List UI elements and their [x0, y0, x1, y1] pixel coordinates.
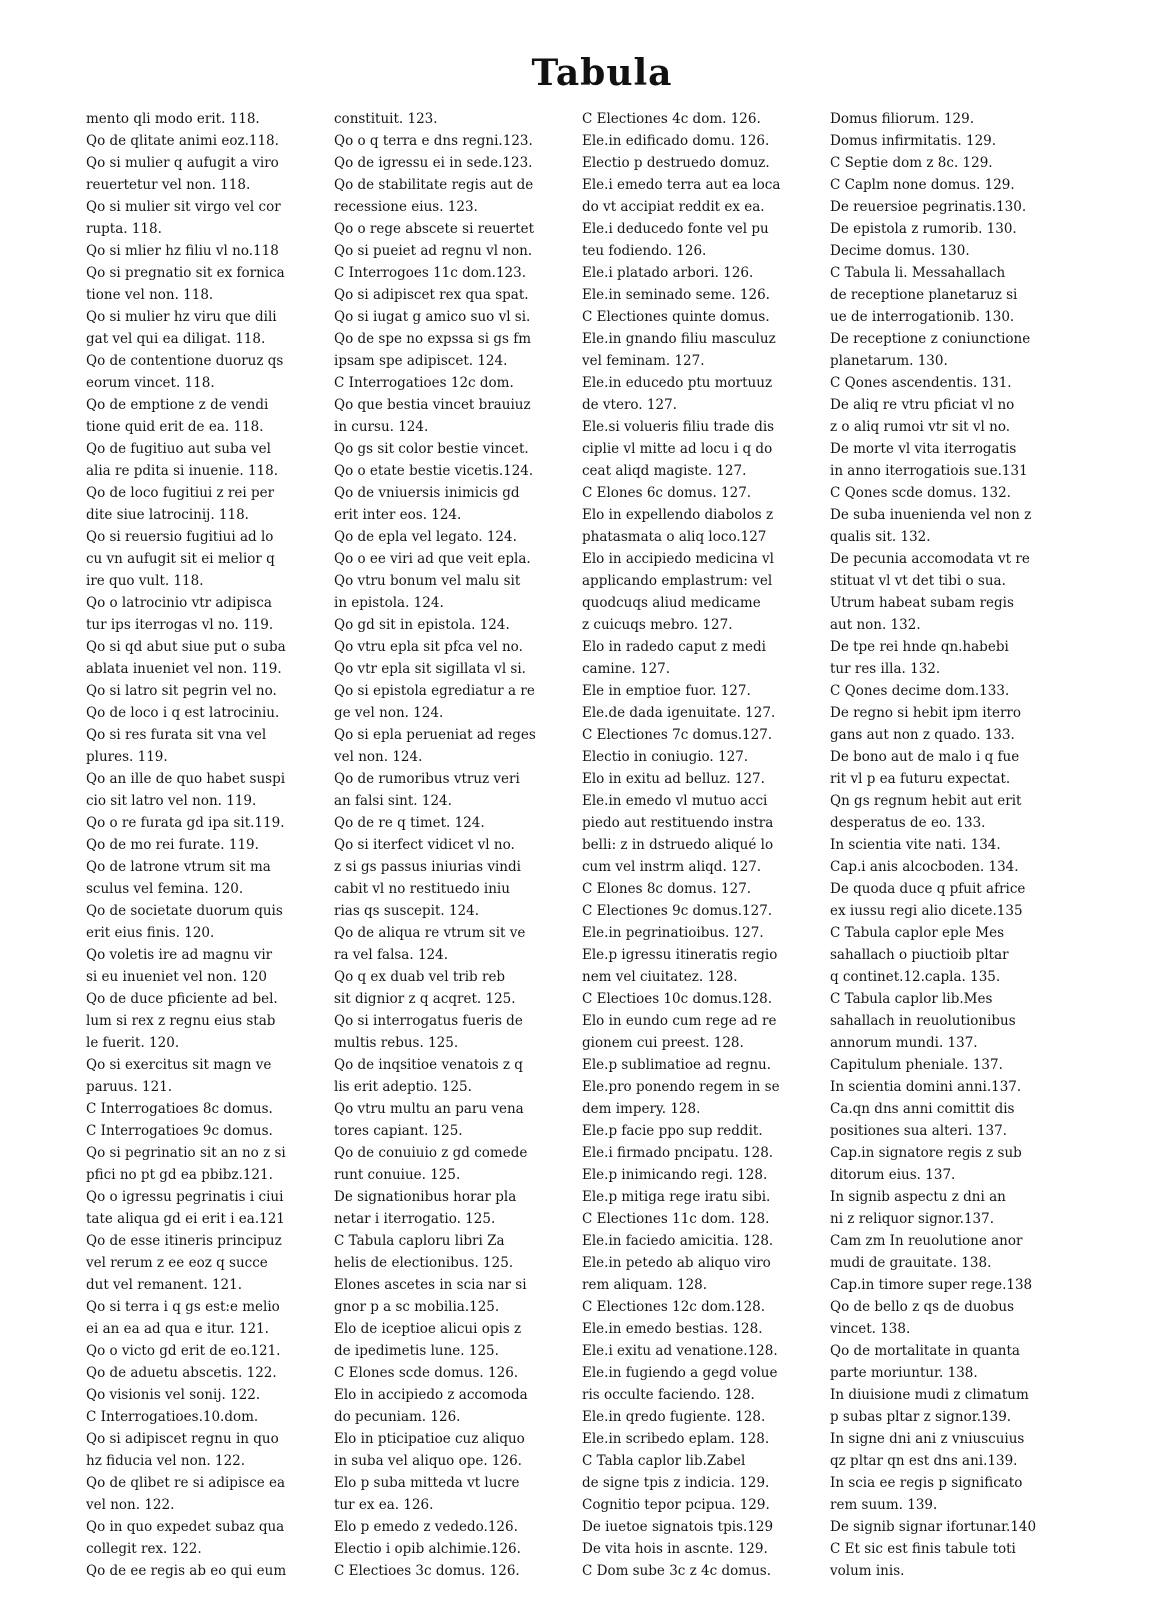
index-entry-line: in anno iterrogatiois sue.131 [830, 463, 1028, 479]
index-entry-line: Ele.in fugiendo a gegd volue [582, 1365, 778, 1381]
index-entry-line: eorum vincet. 118. [86, 375, 215, 391]
index-entry-line: cu vn aufugit sit ei melior q [86, 551, 275, 567]
index-entry-line: C Electiones 7c domus.127. [582, 727, 773, 743]
index-entry-line: in suba vel aliquo ope. 126. [334, 1453, 522, 1469]
index-entry-line: Qo si exercitus sit magn ve [86, 1057, 272, 1073]
index-column-4 [830, 108, 1080, 1578]
index-entry-line: Utrum habeat subam regis [830, 595, 1014, 611]
index-entry-line: C Qones scde domus. 132. [830, 485, 1011, 501]
index-entry-line: Elo p suba mitteda vt lucre [334, 1475, 520, 1491]
index-entry-line: Qo que bestia vincet brauiuz [334, 397, 531, 413]
index-entry-line: hz fiducia vel non. 122. [86, 1453, 246, 1469]
index-entry-line: Ele.in gnando filiu masculuz [582, 331, 776, 347]
index-entry-line: C Et sic est finis tabule toti [830, 1541, 1016, 1557]
index-entry-line: ris occulte faciendo. 128. [582, 1387, 755, 1403]
index-entry-line: alia re pdita si inuenie. 118. [86, 463, 278, 479]
index-entry-line: rem suum. 139. [830, 1497, 938, 1513]
index-columns [86, 108, 1126, 1578]
index-entry-line: Qo o q terra e dns regni.123. [334, 133, 533, 149]
index-entry-line: collegit rex. 122. [86, 1541, 202, 1557]
index-entry-line: teu fodiendo. 126. [582, 243, 707, 259]
index-entry-line: C Interrogatioes 9c domus. [86, 1123, 273, 1139]
index-entry-line: C Elones scde domus. 126. [334, 1365, 519, 1381]
index-entry-line: De morte vl vita iterrogatis [830, 441, 1017, 457]
index-entry-line: positiones sua alteri. 137. [830, 1123, 1007, 1139]
index-entry-line: C Electioes 3c domus. 126. [334, 1563, 520, 1578]
index-entry-line: Qo de inqsitioe venatois z q [334, 1057, 523, 1073]
index-entry-line: C Interrogatioes 12c dom. [334, 375, 514, 391]
index-entry-line: constituit. 123. [334, 111, 438, 127]
index-entry-line: De tpe rei hnde qn.habebi [830, 639, 1009, 655]
index-entry-line: Ele.de dada igenuitate. 127. [582, 705, 776, 721]
index-entry-line: C Interrogoes 11c dom.123. [334, 265, 527, 281]
index-entry-line: Qo de aliqua re vtrum sit ve [334, 925, 526, 941]
index-entry-line: sahallach in reuolutionibus [830, 1013, 1016, 1029]
index-entry-line: Ele in emptioe fuor. 127. [582, 683, 751, 699]
index-entry-line: Qo visionis vel sonij. 122. [86, 1387, 261, 1403]
index-entry-line: C Interrogatioes.10.dom. [86, 1409, 259, 1425]
index-entry-line: ra vel falsa. 124. [334, 947, 448, 963]
index-entry-line: Elo de iceptioe alicui opis z [334, 1321, 522, 1337]
index-entry-line: Elo in radedo caput z medi [582, 639, 766, 655]
index-entry-line: C Elones 8c domus. 127. [582, 881, 752, 897]
index-entry-line: sahallach o piuctioib pltar [830, 947, 1009, 963]
index-entry-line: Qo de aduetu abscetis. 122. [86, 1365, 277, 1381]
index-entry-line: Ele.p inimicando regi. 128. [582, 1167, 768, 1183]
index-entry-line: Decime domus. 130. [830, 243, 970, 259]
index-entry-line: Qo de vniuersis inimicis gd [334, 485, 520, 501]
index-entry-line: C Electiones 12c dom.128. [582, 1299, 766, 1315]
index-entry-line: ge vel non. 124. [334, 705, 444, 721]
index-entry-line: C Electiones 9c domus.127. [582, 903, 773, 919]
index-entry-line: Elo in eundo cum rege ad re [582, 1013, 777, 1029]
index-entry-line: Qo si iugat g amico suo vl si. [334, 309, 531, 325]
index-entry-line: Ele.in seminado seme. 126. [582, 287, 770, 303]
index-entry-line: mento qli modo erit. 118. [86, 111, 260, 127]
index-entry-line: piedo aut restituendo instra [582, 815, 774, 831]
index-entry-line: Qo de ee regis ab eo qui eum [86, 1563, 287, 1578]
index-entry-line: vel rerum z ee eoz q succe [86, 1255, 268, 1271]
index-entry-line: Qo si latro sit pegrin vel no. [86, 683, 277, 699]
index-entry-line: Qo o victo gd erit de eo.121. [86, 1343, 281, 1359]
index-entry-line: gionem cui preest. 128. [582, 1035, 744, 1051]
index-entry-line: belli: z in dstruedo aliqué lo [582, 837, 774, 853]
index-entry-line: Ele.in qredo fugiente. 128. [582, 1409, 766, 1425]
index-entry-line: C Electiones 11c dom. 128. [582, 1211, 770, 1227]
index-entry-line: In diuisione mudi z climatum [830, 1387, 1029, 1403]
index-entry-line: lum si rex z regnu eius stab [86, 1013, 276, 1029]
index-entry-line: Ele.i firmado pncipatu. 128. [582, 1145, 774, 1161]
index-entry-line: C Septie dom z 8c. 129. [830, 155, 993, 171]
index-entry-line: Ele.si volueris filiu trade dis [582, 419, 775, 435]
index-entry-line: reuertetur vel non. 118. [86, 177, 251, 193]
index-entry-line: qz pltar qn est dns ani.139. [830, 1453, 1018, 1469]
index-entry-line: pfici no pt gd ea pbibz.121. [86, 1167, 273, 1183]
index-entry-line: Elo p emedo z vededo.126. [334, 1519, 518, 1535]
index-entry-line: C Qones decime dom.133. [830, 683, 1010, 699]
page-title: Tabula [531, 52, 673, 94]
index-entry-line: Qo si iterfect vidicet vl no. [334, 837, 515, 853]
index-entry-line: Cap.i anis alcocboden. 134. [830, 859, 1019, 875]
index-entry-line: rias qs suscepit. 124. [334, 903, 480, 919]
index-entry-line: Cam zm In reuolutione anor [830, 1233, 1023, 1249]
index-entry-line: Qo si qd abut siue put o suba [86, 639, 286, 655]
index-entry-line: Capitulum pheniale. 137. [830, 1057, 1003, 1073]
index-entry-line: Ele.p mitiga rege iratu sibi. [582, 1189, 771, 1205]
index-entry-line: De bono aut de malo i q fue [830, 749, 1020, 765]
index-entry-line: C Dom sube 3c z 4c domus. [582, 1563, 771, 1578]
index-entry-line: Ele.in pegrinatioibus. 127. [582, 925, 764, 941]
index-entry-line: z o aliq rumoi vtr sit vl no. [830, 419, 1010, 435]
index-entry-line: si eu inueniet vel non. 120 [86, 969, 268, 985]
index-entry-line: planetarum. 130. [830, 353, 948, 369]
index-entry-line: De iuetoe signatois tpis.129 [582, 1519, 774, 1535]
index-entry-line: Ele.i deducedo fonte vel pu [582, 221, 769, 237]
index-entry-line: In scia ee regis p significato [830, 1475, 1023, 1491]
index-entry-line: sculus vel femina. 120. [86, 881, 244, 897]
index-entry-line: Qo de latrone vtrum sit ma [86, 859, 271, 875]
index-entry-line: volum inis. [830, 1563, 905, 1578]
index-entry-line: Domus filiorum. 129. [830, 111, 975, 127]
index-entry-line: recessione eius. 123. [334, 199, 478, 215]
index-entry-line: de receptione planetaruz si [830, 287, 1018, 303]
index-entry-line: Elo in pticipatioe cuz aliquo [334, 1431, 525, 1447]
index-entry-line: paruus. 121. [86, 1079, 173, 1095]
index-entry-line: Ele.p igressu itineratis regio [582, 947, 778, 963]
index-entry-line: C Tabula caploru libri Za [334, 1233, 505, 1249]
index-entry-line: le fuerit. 120. [86, 1035, 180, 1051]
index-entry-line: Ele.in emedo bestias. 128. [582, 1321, 763, 1337]
index-entry-line: Qo vtr epla sit sigillata vl si. [334, 661, 526, 677]
index-entry-line: Cap.in timore super rege.138 [830, 1277, 1033, 1293]
index-entry-line: C Electioes 10c domus.128. [582, 991, 772, 1007]
index-entry-line: runt conuiue. 125. [334, 1167, 461, 1183]
index-entry-line: Ele.i platado arbori. 126. [582, 265, 754, 281]
index-entry-line: z si gs passus iniurias vindi [334, 859, 521, 875]
index-entry-line: an falsi sint. 124. [334, 793, 452, 809]
index-entry-line: z cuicuqs mebro. 127. [582, 617, 733, 633]
index-entry-line: In signib aspectu z dni an [830, 1189, 1006, 1205]
index-entry-line: do pecuniam. 126. [334, 1409, 461, 1425]
index-entry-line: Domus infirmitatis. 129. [830, 133, 997, 149]
index-entry-line: vincet. 138. [830, 1321, 911, 1337]
index-entry-line: Qo si epla perueniat ad reges [334, 727, 536, 743]
index-entry-line: Qo de igressu ei in sede.123. [334, 155, 533, 171]
index-entry-line: In scientia vite nati. 134. [830, 837, 1001, 853]
index-entry-line: tur ips iterrogas vl no. 119. [86, 617, 274, 633]
index-entry-line: Elones ascetes in scia nar si [334, 1277, 527, 1293]
index-entry-line: cio sit latro vel non. 119. [86, 793, 257, 809]
index-entry-line: Qo si mlier hz filiu vl no.118 [86, 243, 279, 259]
index-entry-line: Electio i opib alchimie.126. [334, 1541, 521, 1557]
index-entry-line: Qo si adipiscet regnu in quo [86, 1431, 279, 1447]
index-entry-line: Qo gd sit in epistola. 124. [334, 617, 510, 633]
index-entry-line: sit dignior z q acqret. 125. [334, 991, 516, 1007]
index-entry-line: De suba inuenienda vel non z [830, 507, 1032, 523]
index-entry-line: ex iussu regi alio dicete.135 [830, 903, 1023, 919]
index-entry-line: Qo de duce pficiente ad bel. [86, 991, 278, 1007]
index-entry-line: de vtero. 127. [582, 397, 677, 413]
index-entry-line: Electio p destruedo domuz. [582, 155, 770, 171]
index-entry-line: Cognitio tepor pcipua. 129. [582, 1497, 770, 1513]
index-entry-line: q continet.12.capla. 135. [830, 969, 1001, 985]
index-entry-line: Qo si epistola egrediatur a re [334, 683, 535, 699]
index-entry-line: In signe dni ani z vniuscuius [830, 1431, 1025, 1447]
index-entry-line: Qo si terra i q gs est:e melio [86, 1299, 280, 1315]
index-entry-line: Qo q ex duab vel trib reb [334, 969, 506, 985]
index-entry-line: C Tabula li. Messahallach [830, 265, 1006, 281]
index-entry-line: De pecunia accomodata vt re [830, 551, 1030, 567]
index-entry-line: dem impery. 128. [582, 1101, 701, 1117]
index-entry-line: ipsam spe adipiscet. 124. [334, 353, 508, 369]
index-entry-line: Ele.in scribedo eplam. 128. [582, 1431, 770, 1447]
index-entry-line: Qo o rege abscete si reuertet [334, 221, 535, 237]
index-entry-line: tione vel non. 118. [86, 287, 214, 303]
index-entry-line: Qo si pueiet ad regnu vl non. [334, 243, 533, 259]
index-entry-line: annorum mundi. 137. [830, 1035, 978, 1051]
index-entry-line: nem vel ciuitatez. 128. [582, 969, 738, 985]
index-entry-line: De signationibus horar pla [334, 1189, 517, 1205]
index-entry-line: Elo in accipiedo z accomoda [334, 1387, 528, 1403]
index-entry-line: Qo de loco fugitiui z rei per [86, 485, 275, 501]
index-entry-line: erit inter eos. 124. [334, 507, 462, 523]
index-entry-line: Ele.p sublimatioe ad regnu. [582, 1057, 772, 1073]
index-entry-line: Qo de bello z qs de duobus [830, 1299, 1015, 1315]
index-entry-line: Qo si res furata sit vna vel [86, 727, 267, 743]
index-entry-line: Qo de epla vel legato. 124. [334, 529, 517, 545]
index-entry-line: Qo de qlibet re si adipisce ea [86, 1475, 286, 1491]
index-entry-line: in epistola. 124. [334, 595, 444, 611]
index-entry-line: Qo si interrogatus fueris de [334, 1013, 523, 1029]
index-entry-line: Qo de stabilitate regis aut de [334, 177, 534, 193]
index-entry-line: ditorum eius. 137. [830, 1167, 956, 1183]
index-entry-line: Elo in accipiedo medicina vl [582, 551, 774, 567]
index-entry-line: tate aliqua gd ei erit i ea.121 [86, 1211, 285, 1227]
index-entry-line: C Interrogatioes 8c domus. [86, 1101, 273, 1117]
index-entry-line: dut vel remanent. 121. [86, 1277, 243, 1293]
index-entry-line: p subas pltar z signor.139. [830, 1409, 1012, 1425]
index-entry-line: De aliq re vtru pficiat vl no [830, 397, 1015, 413]
index-entry-line: Qo si mulier hz viru que dili [86, 309, 277, 325]
index-entry-line: Qo an ille de quo habet suspi [86, 771, 286, 787]
index-entry-line: Qo o ee viri ad que veit epla. [334, 551, 531, 567]
index-entry-line: De signib signar ifortunar.140 [830, 1519, 1037, 1535]
index-column-3 [582, 108, 814, 1578]
index-entry-line: aut non. 132. [830, 617, 921, 633]
index-entry-line: phatasmata o aliq loco.127 [582, 529, 767, 545]
index-entry-line: De reuersioe pegrinatis.130. [830, 199, 1027, 215]
index-entry-line: Elo in expellendo diabolos z [582, 507, 774, 523]
index-entry-line: rit vl p ea futuru expectat. [830, 771, 1011, 787]
index-entry-line: gnor p a sc mobilia.125. [334, 1299, 500, 1315]
index-entry-line: Qo de loco i q est latrociniu. [86, 705, 280, 721]
index-entry-line: applicando emplastrum: vel [582, 573, 773, 589]
index-entry-line: Qo si mulier q aufugit a viro [86, 155, 279, 171]
index-entry-line: C Electiones quinte domus. [582, 309, 770, 325]
index-entry-line: Ele.pro ponendo regem in se [582, 1079, 780, 1095]
index-entry-line: Qo de fugitiuo aut suba vel [86, 441, 271, 457]
index-entry-line: De receptione z coniunctione [830, 331, 1031, 347]
index-entry-line: de signe tpis z indicia. 129. [582, 1475, 770, 1491]
index-entry-line: netar i iterrogatio. 125. [334, 1211, 496, 1227]
index-entry-line: Qo si pregnatio sit ex fornica [86, 265, 285, 281]
index-entry-line: Qo vtru epla sit pfca vel no. [334, 639, 523, 655]
index-entry-line: ablata inueniet vel non. 119. [86, 661, 282, 677]
index-entry-line: desperatus de eo. 133. [830, 815, 986, 831]
index-entry-line: de ipedimetis lune. 125. [334, 1343, 499, 1359]
index-entry-line: Elo in exitu ad belluz. 127. [582, 771, 765, 787]
index-entry-line: mudi de grauitate. 138. [830, 1255, 992, 1271]
index-entry-line: C Elones 6c domus. 127. [582, 485, 752, 501]
index-entry-line: Qo o etate bestie vicetis.124. [334, 463, 534, 479]
index-entry-line: C Tabula caplor eple Mes [830, 925, 1005, 941]
index-entry-line: quodcuqs aliud medicame [582, 595, 761, 611]
index-entry-line: vel feminam. 127. [582, 353, 705, 369]
index-entry-line: camine. 127. [582, 661, 671, 677]
index-entry-line: do vt accipiat reddit ex ea. [582, 199, 765, 215]
index-entry-line: Qo de mo rei furate. 119. [86, 837, 259, 853]
index-entry-line: helis de electionibus. 125. [334, 1255, 514, 1271]
index-entry-line: erit eius finis. 120. [86, 925, 215, 941]
index-entry-line: Ele.in faciedo amicitia. 128. [582, 1233, 774, 1249]
index-entry-line: rupta. 118. [86, 221, 162, 237]
index-entry-line: Qo de esse itineris principuz [86, 1233, 282, 1249]
index-entry-line: Qo de re q timet. 124. [334, 815, 485, 831]
index-entry-line: plures. 119. [86, 749, 168, 765]
index-entry-line: ei an ea ad qua e itur. 121. [86, 1321, 269, 1337]
index-entry-line: De epistola z rumorib. 130. [830, 221, 1017, 237]
index-entry-line: Ele.in edificado domu. 126. [582, 133, 770, 149]
index-entry-line: Qo in quo expedet subaz qua [86, 1519, 285, 1535]
index-entry-line: dite siue latrocinij. 118. [86, 507, 249, 523]
index-entry-line: Qo vtru multu an paru vena [334, 1101, 524, 1117]
index-entry-line: Qo de mortalitate in quanta [830, 1343, 1020, 1359]
index-entry-line: vel non. 124. [334, 749, 423, 765]
index-entry-line: Qo si reuersio fugitiui ad lo [86, 529, 274, 545]
index-entry-line: ue de interrogationib. 130. [830, 309, 1015, 325]
index-entry-line: Ele.i exitu ad venatione.128. [582, 1343, 778, 1359]
index-entry-line: tione quid erit de ea. 118. [86, 419, 264, 435]
index-entry-line: ire quo vult. 118. [86, 573, 204, 589]
index-entry-line: Ca.qn dns anni comittit dis [830, 1101, 1015, 1117]
index-entry-line: C Tabla caplor lib.Zabel [582, 1453, 746, 1469]
index-entry-line: Qo si adipiscet rex qua spat. [334, 287, 529, 303]
index-entry-line: Cap.in signatore regis z sub [830, 1145, 1022, 1161]
index-entry-line: cabit vl no restituedo iniu [334, 881, 510, 897]
index-entry-line: Qo de contentione duoruz qs [86, 353, 284, 369]
index-entry-line: Qo vtru bonum vel malu sit [334, 573, 521, 589]
index-entry-line: ceat aliqd magiste. 127. [582, 463, 747, 479]
index-entry-line: Ele.in emedo vl mutuo acci [582, 793, 768, 809]
index-entry-line: C Electiones 4c dom. 126. [582, 111, 761, 127]
index-entry-line: cum vel instrm aliqd. 127. [582, 859, 762, 875]
index-entry-line: multis rebus. 125. [334, 1035, 459, 1051]
index-entry-line: De regno si hebit ipm iterro [830, 705, 1022, 721]
index-entry-line: Qo o latrocinio vtr adipisca [86, 595, 272, 611]
index-entry-line: stituat vl vt det tibi o sua. [830, 573, 1006, 589]
index-entry-line: Ele.in educedo ptu mortuuz [582, 375, 773, 391]
index-entry-line: ni z reliquor signor.137. [830, 1211, 995, 1227]
index-entry-line: ciplie vl mitte ad locu i q do [582, 441, 773, 457]
index-entry-line: Ele.i emedo terra aut ea loca [582, 177, 781, 193]
index-entry-line: C Qones ascendentis. 131. [830, 375, 1012, 391]
index-entry-line: Qo si pegrinatio sit an no z si [86, 1145, 286, 1161]
index-entry-line: lis erit adeptio. 125. [334, 1079, 472, 1095]
index-entry-line: tur res illa. 132. [830, 661, 941, 677]
index-entry-line: in cursu. 124. [334, 419, 429, 435]
index-entry-line: C Caplm none domus. 129. [830, 177, 1015, 193]
index-entry-line: Qo de rumoribus vtruz veri [334, 771, 520, 787]
index-entry-line: Qn gs regnum hebit aut erit [830, 793, 1022, 809]
index-entry-line: De quoda duce q pfuit africe [830, 881, 1026, 897]
index-entry-line: Qo de conuiuio z gd comede [334, 1145, 528, 1161]
index-column-2 [334, 108, 566, 1578]
index-entry-line: vel non. 122. [86, 1497, 175, 1513]
index-entry-line: Electio in coniugio. 127. [582, 749, 749, 765]
index-entry-line: Qo de societate duorum quis [86, 903, 283, 919]
index-entry-line: qualis sit. 132. [830, 529, 931, 545]
index-entry-line: tores capiant. 125. [334, 1123, 463, 1139]
index-entry-line: Ele.p facie ppo sup reddit. [582, 1123, 763, 1139]
index-entry-line: parte moriuntur. 138. [830, 1365, 978, 1381]
index-entry-line: gans aut non z quado. 133. [830, 727, 1015, 743]
index-entry-line: gat vel qui ea diligat. 118. [86, 331, 266, 347]
index-column-1 [86, 108, 318, 1578]
index-entry-line: Qo voletis ire ad magnu vir [86, 947, 273, 963]
index-entry-line: Qo o re furata gd ipa sit.119. [86, 815, 285, 831]
index-entry-line: C Tabula caplor lib.Mes [830, 991, 993, 1007]
index-entry-line: In scientia domini anni.137. [830, 1079, 1022, 1095]
index-entry-line: Qo si mulier sit virgo vel cor [86, 199, 281, 215]
index-entry-line: Qo de spe no expssa si gs fm [334, 331, 532, 347]
index-entry-line: Qo gs sit color bestie vincet. [334, 441, 529, 457]
index-entry-line: Qo de emptione z de vendi [86, 397, 269, 413]
index-entry-line: De vita hois in ascnte. 129. [582, 1541, 768, 1557]
page-header [0, 52, 1156, 102]
index-entry-line: Qo de qlitate animi eoz.118. [86, 133, 279, 149]
index-entry-line: Qo o igressu pegrinatis i ciui [86, 1189, 284, 1205]
index-entry-line: Ele.in petedo ab aliquo viro [582, 1255, 771, 1271]
index-entry-line: rem aliquam. 128. [582, 1277, 708, 1293]
index-entry-line: tur ex ea. 126. [334, 1497, 434, 1513]
